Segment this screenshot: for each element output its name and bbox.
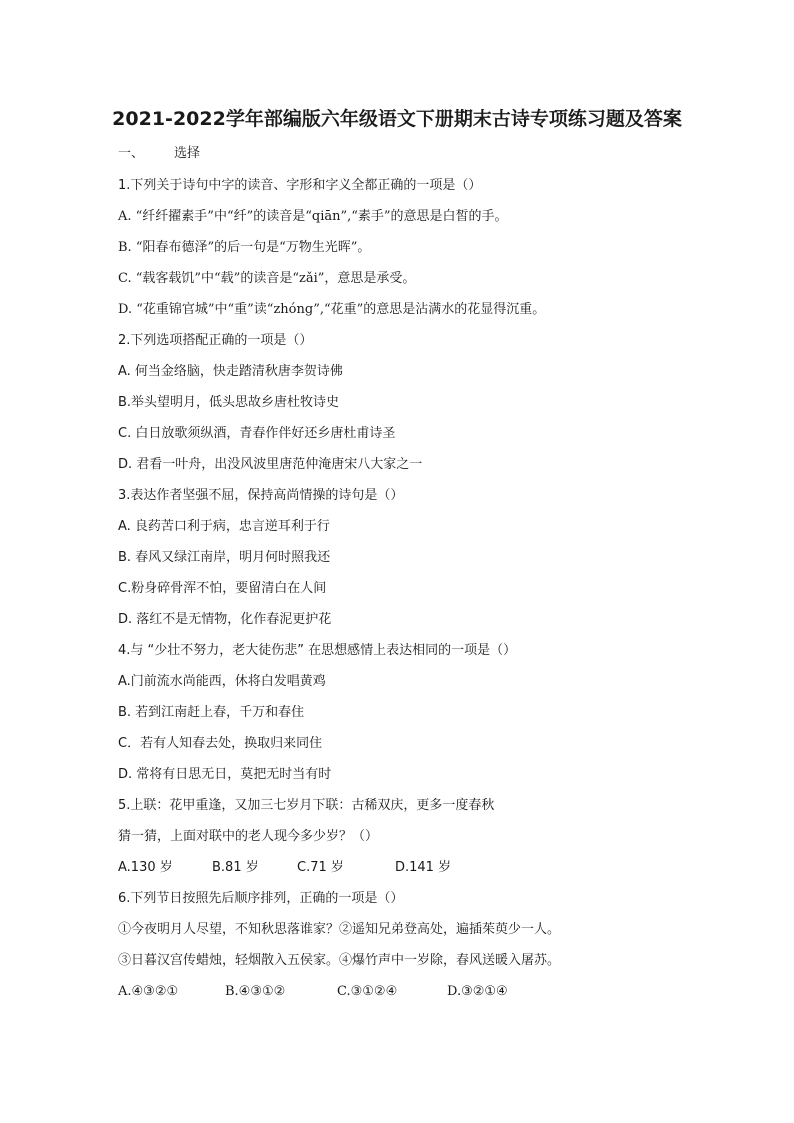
question-3-stem: 3.表达作者坚强不屈，保持高尚情操的诗句是（）	[118, 488, 404, 503]
question-1-stem: 1.下列关于诗句中字的读音、字形和字义全都正确的一项是（）	[118, 178, 482, 193]
question-2-option-b: B.举头望明月，低头思故乡唐杜牧诗史	[118, 395, 340, 410]
question-2-option-c: C. 白日放歌须纵酒，青春作伴好还乡唐杜甫诗圣	[118, 426, 396, 441]
question-4-option-c: C．若有人知春去处，换取归来同住	[118, 736, 323, 751]
question-6-option-c: C.③①②④	[337, 984, 398, 999]
question-5-prompt: 猜一猜，上面对联中的老人现今多少岁？（）	[118, 829, 379, 844]
question-6-poem-line-1: ①今夜明月人尽望，不知秋思落谁家？②遥知兄弟登高处，遍插茱萸少一人。	[118, 922, 561, 937]
question-6-option-b: B.④③①②	[225, 984, 286, 999]
question-3-option-d: D. 落红不是无情物，化作春泥更护花	[118, 612, 332, 627]
question-1-option-b: B. “阳春布德泽”的后一句是“万物生光晖”。	[118, 240, 371, 255]
question-1-option-d: D. “花重锦官城”中“重”读“zhóng”,“花重”的意思是沾满水的花显得沉重。	[118, 302, 546, 317]
question-3-option-b: B. 春风又绿江南岸，明月何时照我还	[118, 550, 331, 565]
question-1-option-c: C. “载客载饥”中“载”的读音是“zǎi”，意思是承受。	[118, 271, 416, 286]
question-1-option-a: A. “纤纤擢素手”中“纤”的读音是“qiān”,“素手”的意思是白皙的手。	[118, 209, 508, 224]
question-4-option-b: B. 若到江南赶上春，千万和春住	[118, 705, 305, 720]
question-6-poem-line-2: ③日暮汉宫传蜡烛，轻烟散入五侯家。④爆竹声中一岁除，春风送暖入屠苏。	[118, 953, 561, 968]
section-name: 选择	[174, 146, 201, 161]
question-6-option-d: D.③②①④	[447, 984, 508, 999]
question-5-option-a: A.130 岁	[118, 860, 173, 875]
question-6-option-a: A.④③②①	[118, 984, 179, 999]
question-4-option-d: D. 常将有日思无日，莫把无时当有时	[118, 767, 332, 782]
question-5-option-c: C.71 岁	[297, 860, 344, 875]
question-2-stem: 2.下列选项搭配正确的一项是（）	[118, 333, 313, 348]
question-6-stem: 6.下列节日按照先后顺序排列，正确的一项是（）	[118, 891, 404, 906]
page-title: 2021-2022学年部编版六年级语文下册期末古诗专项练习题及答案	[112, 108, 682, 130]
section-heading	[118, 145, 200, 163]
question-2-option-a: A. 何当金络脑，快走踏清秋唐李贺诗佛	[118, 364, 343, 379]
question-5-option-b: B.81 岁	[212, 860, 259, 875]
question-4-option-a: A.门前流水尚能西，休将白发唱黄鸡	[118, 674, 326, 689]
section-number: 一、	[118, 146, 145, 161]
question-3-option-a: A. 良药苦口利于病，忠言逆耳利于行	[118, 519, 330, 534]
question-4-stem: 4.与 “少壮不努力，老大徒伤悲” 在思想感情上表达相同的一项是（）	[118, 643, 517, 658]
question-2-option-d: D. 君看一叶舟，出没风波里唐范仲淹唐宋八大家之一	[118, 457, 423, 472]
question-5-stem: 5.上联：花甲重逢，又加三七岁月下联：古稀双庆，更多一度春秋	[118, 798, 495, 813]
question-3-option-c: C.粉身碎骨浑不怕，要留清白在人间	[118, 581, 327, 596]
question-5-option-d: D.141 岁	[395, 860, 452, 875]
